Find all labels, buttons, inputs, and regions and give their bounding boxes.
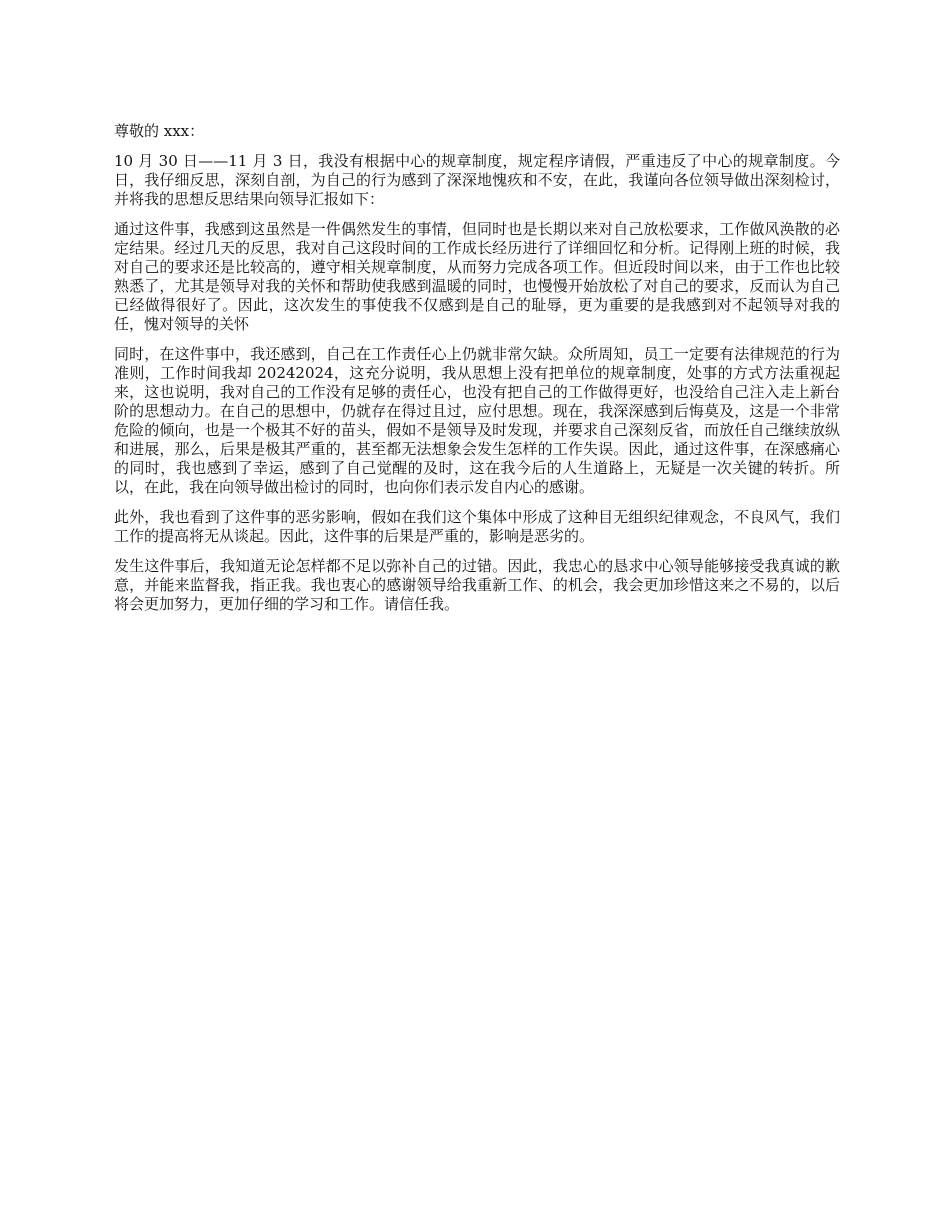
paragraph-5: 发生这件事后，我知道无论怎样都不足以弥补自己的过错。因此，我忠心的恳求中心领导能够接受我真诚的歉意，并能来监督我，指正我。我也衷心的感谢领导给我重新工作、的机会，我会更加珍惜这来之不易的，以后将会更加努力，更加仔细的学习和工作。请信任我。 [114, 557, 840, 613]
paragraph-3: 同时，在这件事中，我还感到，自己在工作责任心上仍就非常欠缺。众所周知，员工一定要有法律规范的行为准则，工作时间我却 20242024，这充分说明，我从思想上没有把单位的规章制度，处事的方式方法重视起来，这也说明，我对自己的工作没有足够的责任心，也没有把自己的工作做得更好，也没给自己注入走上新台阶的思想动力。在自己的思想中，仍就存在得过且过，应付思想。现在，我深深感到后悔莫及，这是一个非常危险的倾向，也是一个极其不好的苗头，假如不是领导及时发现，并要求自己深刻反省，而放任自己继续放纵和进展，那么，后果是极其严重的，甚至都无法想象会发生怎样的工作失误。因此，通过这件事，在深感痛心的同时，我也感到了幸运，感到了自己觉醒的及时，这在我今后的人生道路上，无疑是一次关键的转折。所以，在此，我在向领导做出检讨的同时，也向你们表示发自内心的感谢。 [114, 345, 840, 496]
paragraph-1: 10 月 30 日——11 月 3 日，我没有根据中心的规章制度，规定程序请假，严重违反了中心的规章制度。今日，我仔细反思，深刻自剖，为自己的行为感到了深深地愧疚和不安，在此，我谨向各位领导做出深刻检讨，并将我的思想反思结果向领导汇报如下： [114, 152, 840, 208]
paragraph-4: 此外，我也看到了这件事的恶劣影响，假如在我们这个集体中形成了这种目无组织纪律观念，不良风气，我们工作的提高将无从谈起。因此，这件事的后果是严重的，影响是恶劣的。 [114, 508, 840, 545]
paragraph-2: 通过这件事，我感到这虽然是一件偶然发生的事情，但同时也是长期以来对自己放松要求，工作做风涣散的必定结果。经过几天的反思，我对自己这段时间的工作成长经历进行了详细回忆和分析。记得刚上班的时候，我对自己的要求还是比较高的，遵守相关规章制度，从而努力完成各项工作。但近段时间以来，由于工作也比较熟悉了，尤其是领导对我的关怀和帮助使我感到温暖的同时，也慢慢开始放松了对自己的要求，反而认为自己已经做得很好了。因此，这次发生的事使我不仅感到是自己的耻辱，更为重要的是我感到对不起领导对我的任，愧对领导的关怀 [114, 220, 840, 333]
salutation: 尊敬的 xxx： [114, 122, 205, 140]
document-page [114, 122, 840, 625]
